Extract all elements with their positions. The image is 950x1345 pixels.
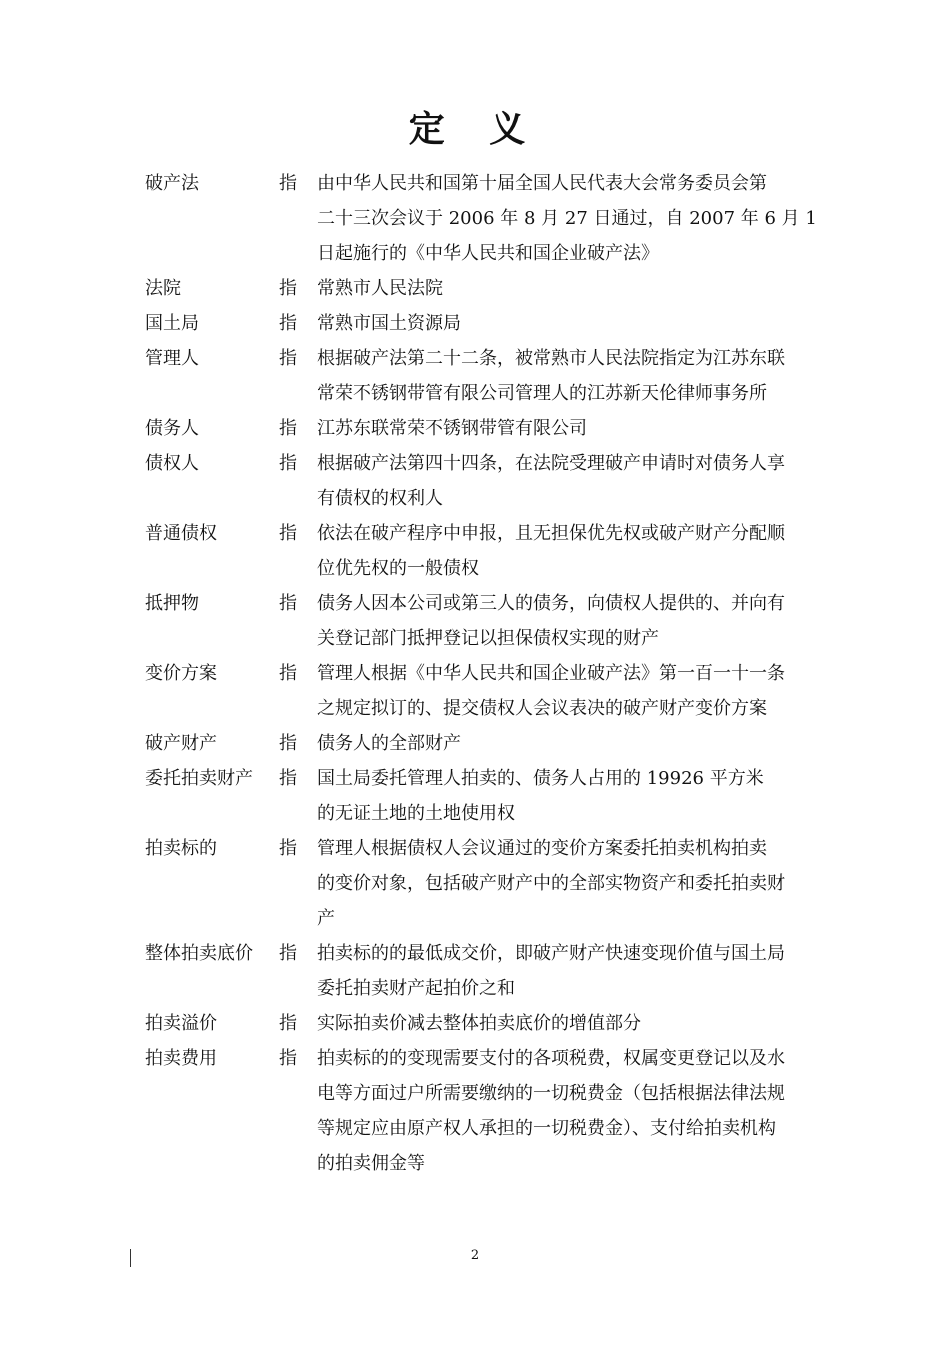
definition-term: 变价方案: [145, 663, 217, 684]
definition-text-line: 债务人因本公司或第三人的债务，向债权人提供的、并向有: [317, 593, 785, 614]
definition-text: [317, 1041, 807, 1181]
definition-marker: 指: [279, 768, 297, 789]
definition-marker: 指: [279, 173, 297, 194]
definition-text-line: 二十三次会议于 2006 年 8 月 27 日通过，自 2007 年 6 月 1: [317, 208, 817, 229]
definition-term: 破产财产: [145, 733, 217, 754]
definition-row: [0, 656, 950, 726]
definition-row: [0, 271, 950, 306]
definition-row: [0, 166, 950, 271]
page-number: 2: [470, 1248, 480, 1263]
definition-marker: 指: [279, 838, 297, 859]
definition-text-line: 实际拍卖价减去整体拍卖底价的增值部分: [317, 1013, 641, 1034]
definition-text: [317, 271, 807, 306]
definition-text-line: 常熟市人民法院: [317, 278, 443, 299]
definition-text: [317, 411, 807, 446]
definition-text: [317, 936, 807, 1006]
definition-text-line: 江苏东联常荣不锈钢带管有限公司: [317, 418, 587, 439]
definition-text-line: 产: [317, 908, 335, 929]
definition-text-line: 常熟市国土资源局: [317, 313, 461, 334]
definition-text: [317, 516, 807, 586]
definition-row: [0, 936, 950, 1006]
definition-text: [317, 166, 817, 271]
definition-term: 拍卖费用: [145, 1048, 217, 1069]
definition-text-line: 有债权的权利人: [317, 488, 443, 509]
definition-text-line: 等规定应由原产权人承担的一切税费金）、支付给拍卖机构: [317, 1118, 776, 1139]
definition-term: 拍卖标的: [145, 838, 217, 859]
definition-term: 债务人: [145, 418, 199, 439]
definition-marker: 指: [279, 453, 297, 474]
definition-text: [317, 1006, 807, 1041]
definition-row: [0, 761, 950, 831]
definition-term: 破产法: [145, 173, 199, 194]
definition-marker: 指: [279, 593, 297, 614]
definition-text: [317, 586, 807, 656]
definition-marker: 指: [279, 348, 297, 369]
definition-marker: 指: [279, 1013, 297, 1034]
definition-text-line: 拍卖标的的最低成交价，即破产财产快速变现价值与国土局: [317, 943, 785, 964]
definition-text-line: 拍卖标的的变现需要支付的各项税费，权属变更登记以及水: [317, 1048, 785, 1069]
definition-text-line: 委托拍卖财产起拍价之和: [317, 978, 515, 999]
definition-term: 管理人: [145, 348, 199, 369]
definition-text-line: 的拍卖佣金等: [317, 1153, 425, 1174]
definition-text-line: 国土局委托管理人拍卖的、债务人占用的 19926 平方米: [317, 768, 764, 789]
definition-term: 国土局: [145, 313, 199, 334]
definition-marker: 指: [279, 278, 297, 299]
definition-text-line: 由中华人民共和国第十届全国人民代表大会常务委员会第: [317, 173, 767, 194]
definition-row: [0, 341, 950, 411]
definition-term: 整体拍卖底价: [145, 943, 253, 964]
definition-text: [317, 306, 807, 341]
definition-text: [317, 656, 807, 726]
page-title: 定 义: [408, 109, 542, 150]
definition-text: [317, 726, 807, 761]
definition-term: 法院: [145, 278, 181, 299]
definition-text-line: 管理人根据《中华人民共和国企业破产法》第一百一十一条: [317, 663, 785, 684]
definition-text-line: 关登记部门抵押登记以担保债权实现的财产: [317, 628, 659, 649]
definition-text: [317, 831, 807, 936]
definition-text-line: 电等方面过户所需要缴纳的一切税费金（包括根据法律法规: [317, 1083, 785, 1104]
definition-row: [0, 411, 950, 446]
definition-row: [0, 1006, 950, 1041]
definition-text: [317, 446, 807, 516]
definition-row: [0, 446, 950, 516]
definition-marker: 指: [279, 1048, 297, 1069]
definition-text: [317, 341, 807, 411]
definition-term: 债权人: [145, 453, 199, 474]
definition-marker: 指: [279, 663, 297, 684]
definition-text-line: 的无证土地的土地使用权: [317, 803, 515, 824]
definition-term: 普通债权: [145, 523, 217, 544]
definition-text-line: 之规定拟订的、提交债权人会议表决的破产财产变价方案: [317, 698, 767, 719]
definition-marker: 指: [279, 733, 297, 754]
definition-text-line: 根据破产法第四十四条，在法院受理破产申请时对债务人享: [317, 453, 785, 474]
definition-text-line: 债务人的全部财产: [317, 733, 461, 754]
definition-term: 拍卖溢价: [145, 1013, 217, 1034]
definition-text-line: 管理人根据债权人会议通过的变价方案委托拍卖机构拍卖: [317, 838, 767, 859]
definition-row: [0, 516, 950, 586]
definition-marker: 指: [279, 523, 297, 544]
definition-text-line: 的变价对象，包括破产财产中的全部实物资产和委托拍卖财: [317, 873, 785, 894]
definition-text-line: 位优先权的一般债权: [317, 558, 479, 579]
definition-text-line: 常荣不锈钢带管有限公司管理人的江苏新天伦律师事务所: [317, 383, 767, 404]
definition-marker: 指: [279, 943, 297, 964]
definition-text-line: 日起施行的《中华人民共和国企业破产法》: [317, 243, 659, 264]
definition-row: [0, 831, 950, 936]
definitions-list: [0, 166, 950, 1181]
definition-marker: 指: [279, 418, 297, 439]
definition-marker: 指: [279, 313, 297, 334]
definition-row: [0, 1041, 950, 1181]
definition-term: 抵押物: [145, 593, 199, 614]
definition-text-line: 根据破产法第二十二条，被常熟市人民法院指定为江苏东联: [317, 348, 785, 369]
definition-term: 委托拍卖财产: [145, 768, 253, 789]
definition-row: [0, 306, 950, 341]
definition-row: [0, 586, 950, 656]
definition-row: [0, 726, 950, 761]
definition-text: [317, 761, 807, 831]
definition-text-line: 依法在破产程序中申报，且无担保优先权或破产财产分配顺: [317, 523, 785, 544]
